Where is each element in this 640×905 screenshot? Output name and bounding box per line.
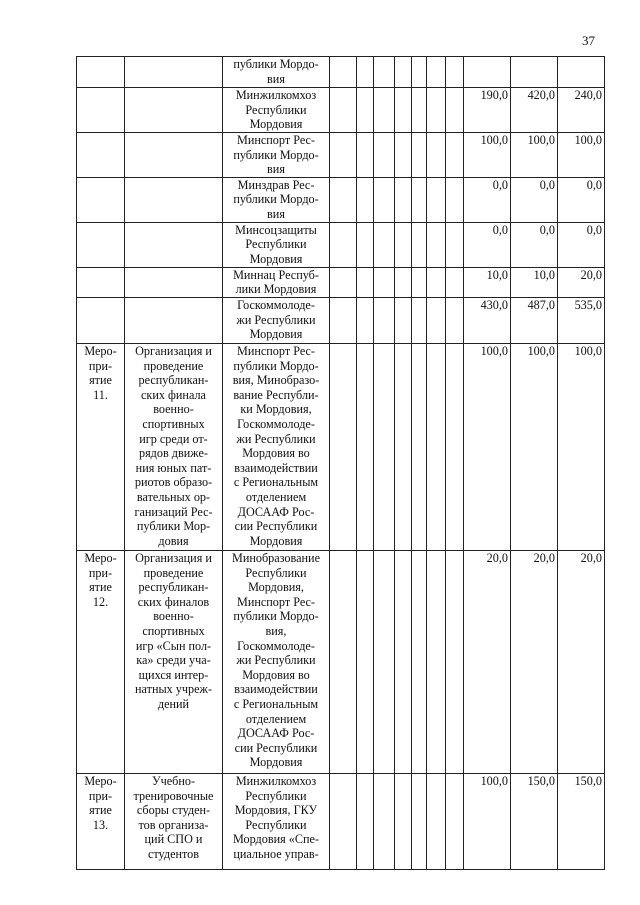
empty-cell xyxy=(330,343,357,550)
empty-cell xyxy=(374,773,395,869)
empty-cell xyxy=(395,222,412,267)
empty-cell xyxy=(374,133,395,178)
value-cell-3: 0,0 xyxy=(558,222,605,267)
value-cell-3: 100,0 xyxy=(558,343,605,550)
empty-cell xyxy=(427,222,446,267)
value-cell-1: 190,0 xyxy=(464,88,511,133)
value-cell-2 xyxy=(511,57,558,88)
empty-cell xyxy=(395,177,412,222)
value-cell-3: 240,0 xyxy=(558,88,605,133)
executor-cell: Минжилкомхоз Республики Мордовия xyxy=(223,88,330,133)
empty-cell xyxy=(412,550,427,773)
empty-cell xyxy=(395,133,412,178)
value-cell-3: 0,0 xyxy=(558,177,605,222)
measure-name-cell xyxy=(125,267,223,297)
value-cell-3: 100,0 xyxy=(558,133,605,178)
measure-number-cell: Меро- при- ятие 11. xyxy=(77,343,125,550)
measure-number-cell xyxy=(77,177,125,222)
value-cell-2: 10,0 xyxy=(511,267,558,297)
empty-cell xyxy=(427,88,446,133)
table-row xyxy=(77,88,605,133)
value-cell-3 xyxy=(558,57,605,88)
executor-cell: Минспорт Рес- публики Мордо- вия, Минобразо- вание Республи- ки Мордовия, Госкоммолоде- жи Республики Мордовия во взаимодействии с Региональным отделением ДОСААФ Рос- сии Республики Мордовия xyxy=(223,343,330,550)
empty-cell xyxy=(446,177,464,222)
value-cell-1: 0,0 xyxy=(464,177,511,222)
measure-name-cell xyxy=(125,222,223,267)
empty-cell xyxy=(395,267,412,297)
value-cell-1 xyxy=(464,57,511,88)
empty-cell xyxy=(374,267,395,297)
empty-cell xyxy=(446,773,464,869)
empty-cell xyxy=(446,297,464,343)
measure-name-cell: Организация и проведение республикан- ских финалов военно- спортивных игр «Сын пол- ка» среди уча- щихся интер- натных учреж- дений xyxy=(125,550,223,773)
empty-cell xyxy=(357,267,374,297)
value-cell-3: 20,0 xyxy=(558,550,605,773)
value-cell-2: 487,0 xyxy=(511,297,558,343)
empty-cell xyxy=(427,177,446,222)
table-row xyxy=(77,222,605,267)
empty-cell xyxy=(374,57,395,88)
empty-cell xyxy=(412,343,427,550)
executor-cell: Минобразование Республики Мордовия, Минспорт Рес- публики Мордо- вия, Госкоммолоде- жи Республики Мордовия во взаимодействии с Региональным отделением ДОСААФ Рос- сии Республики Мордовия xyxy=(223,550,330,773)
empty-cell xyxy=(330,177,357,222)
value-cell-2: 20,0 xyxy=(511,550,558,773)
empty-cell xyxy=(395,773,412,869)
empty-cell xyxy=(330,267,357,297)
value-cell-1: 430,0 xyxy=(464,297,511,343)
measure-name-cell xyxy=(125,57,223,88)
table-row xyxy=(77,177,605,222)
executor-cell: Минсоцзащиты Республики Мордовия xyxy=(223,222,330,267)
empty-cell xyxy=(412,57,427,88)
executor-cell: Миннац Респуб- лики Мордовия xyxy=(223,267,330,297)
empty-cell xyxy=(357,550,374,773)
empty-cell xyxy=(357,343,374,550)
empty-cell xyxy=(427,773,446,869)
value-cell-1: 100,0 xyxy=(464,343,511,550)
value-cell-1: 0,0 xyxy=(464,222,511,267)
measure-number-cell xyxy=(77,222,125,267)
page-number: 37 xyxy=(582,33,595,48)
empty-cell xyxy=(427,343,446,550)
empty-cell xyxy=(412,88,427,133)
measure-number-cell xyxy=(77,297,125,343)
empty-cell xyxy=(427,57,446,88)
measure-name-cell xyxy=(125,297,223,343)
empty-cell xyxy=(374,88,395,133)
measure-number-cell: Меро- при- ятие 13. xyxy=(77,773,125,869)
empty-cell xyxy=(395,57,412,88)
empty-cell xyxy=(357,177,374,222)
empty-cell xyxy=(427,297,446,343)
empty-cell xyxy=(330,222,357,267)
value-cell-1: 100,0 xyxy=(464,133,511,178)
table-row xyxy=(77,550,605,773)
empty-cell xyxy=(357,57,374,88)
value-cell-2: 150,0 xyxy=(511,773,558,869)
executor-cell: публики Мордо- вия xyxy=(223,57,330,88)
empty-cell xyxy=(427,267,446,297)
empty-cell xyxy=(412,222,427,267)
empty-cell xyxy=(330,550,357,773)
empty-cell xyxy=(427,133,446,178)
empty-cell xyxy=(357,297,374,343)
empty-cell xyxy=(357,773,374,869)
empty-cell xyxy=(357,133,374,178)
executor-cell: Минжилкомхоз Республики Мордовия, ГКУ Республики Мордовия «Спе- циальное управ- xyxy=(223,773,330,869)
value-cell-1: 100,0 xyxy=(464,773,511,869)
value-cell-3: 150,0 xyxy=(558,773,605,869)
measure-name-cell xyxy=(125,177,223,222)
value-cell-2: 100,0 xyxy=(511,133,558,178)
empty-cell xyxy=(446,133,464,178)
value-cell-3: 535,0 xyxy=(558,297,605,343)
empty-cell xyxy=(412,133,427,178)
empty-cell xyxy=(330,88,357,133)
empty-cell xyxy=(374,297,395,343)
empty-cell xyxy=(374,343,395,550)
empty-cell xyxy=(395,88,412,133)
table-row xyxy=(77,343,605,550)
empty-cell xyxy=(330,297,357,343)
measure-name-cell xyxy=(125,88,223,133)
empty-cell xyxy=(330,773,357,869)
value-cell-2: 100,0 xyxy=(511,343,558,550)
value-cell-2: 0,0 xyxy=(511,177,558,222)
empty-cell xyxy=(446,550,464,773)
empty-cell xyxy=(330,133,357,178)
empty-cell xyxy=(427,550,446,773)
measure-number-cell xyxy=(77,267,125,297)
empty-cell xyxy=(374,222,395,267)
measure-name-cell: Учебно- тренировочные сборы студен- тов организа- ций СПО и студентов xyxy=(125,773,223,869)
empty-cell xyxy=(374,550,395,773)
empty-cell xyxy=(446,88,464,133)
empty-cell xyxy=(330,57,357,88)
empty-cell xyxy=(395,550,412,773)
measure-number-cell xyxy=(77,133,125,178)
empty-cell xyxy=(357,88,374,133)
empty-cell xyxy=(395,297,412,343)
empty-cell xyxy=(357,222,374,267)
executor-cell: Госкоммолоде- жи Республики Мордовия xyxy=(223,297,330,343)
table-row xyxy=(77,773,605,869)
table-row xyxy=(77,267,605,297)
measure-name-cell xyxy=(125,133,223,178)
table-row xyxy=(77,57,605,88)
value-cell-2: 420,0 xyxy=(511,88,558,133)
value-cell-1: 20,0 xyxy=(464,550,511,773)
empty-cell xyxy=(374,177,395,222)
value-cell-1: 10,0 xyxy=(464,267,511,297)
table-row xyxy=(77,133,605,178)
measure-number-cell: Меро- при- ятие 12. xyxy=(77,550,125,773)
empty-cell xyxy=(395,343,412,550)
executor-cell: Минздрав Рес- публики Мордо- вия xyxy=(223,177,330,222)
empty-cell xyxy=(412,297,427,343)
empty-cell xyxy=(412,267,427,297)
value-cell-3: 20,0 xyxy=(558,267,605,297)
program-table xyxy=(76,56,605,870)
empty-cell xyxy=(412,177,427,222)
empty-cell xyxy=(446,267,464,297)
empty-cell xyxy=(412,773,427,869)
empty-cell xyxy=(446,343,464,550)
measure-name-cell: Организация и проведение республикан- ских финала военно- спортивных игр среди от- рядов движе- ния юных пат- риотов образо- вательных ор- ганизаций Рес- публики Мор- довия xyxy=(125,343,223,550)
empty-cell xyxy=(446,57,464,88)
value-cell-2: 0,0 xyxy=(511,222,558,267)
table-row xyxy=(77,297,605,343)
measure-number-cell xyxy=(77,88,125,133)
empty-cell xyxy=(446,222,464,267)
executor-cell: Минспорт Рес- публики Мордо- вия xyxy=(223,133,330,178)
measure-number-cell xyxy=(77,57,125,88)
